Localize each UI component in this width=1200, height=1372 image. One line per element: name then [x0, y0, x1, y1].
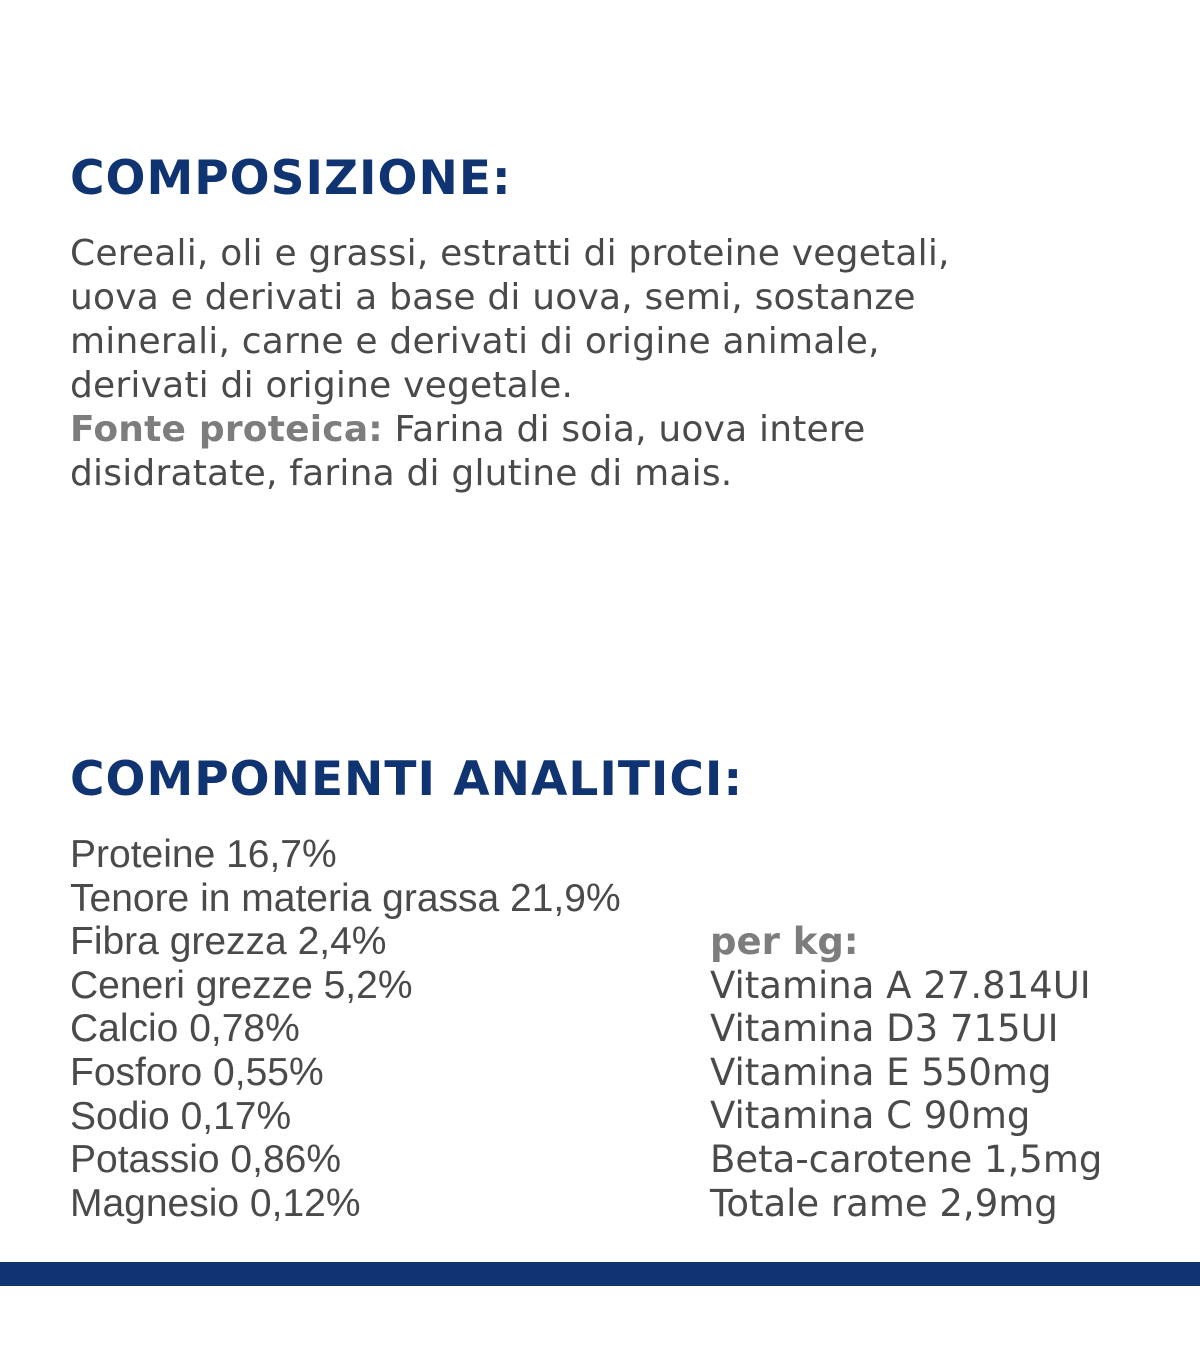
per-kg-item: Vitamina A 27.814UI [710, 963, 1091, 1007]
composition-heading: COMPOSIZIONE: [70, 151, 512, 206]
composition-line: Cereali, oli e grassi, estratti di proteine vegetali, [70, 233, 950, 274]
composition-line: derivati di origine vegetale. [70, 365, 574, 406]
per-kg-item: Vitamina D3 715UI [710, 1007, 1059, 1051]
analytical-heading: COMPONENTI ANALITICI: [70, 752, 744, 807]
per-kg-item: Vitamina E 550mg [710, 1050, 1052, 1094]
analytical-item: Tenore in materia grassa 21,9% [70, 876, 621, 920]
composition-line: minerali, carne e derivati di origine animale, [70, 321, 880, 362]
composition-text [70, 232, 1130, 496]
analytical-item: Calcio 0,78% [70, 1007, 300, 1051]
protein-source-line [70, 408, 1130, 452]
analytical-item: Magnesio 0,12% [70, 1181, 361, 1225]
protein-source-text: Farina di soia, uova intere [382, 409, 866, 450]
bottom-brand-bar [0, 1262, 1200, 1286]
analytical-item: Fosforo 0,55% [70, 1050, 324, 1094]
composition-line: uova e derivati a base di uova, semi, sostanze [70, 277, 916, 318]
protein-source-label: Fonte proteica: [70, 409, 383, 450]
analytical-list [70, 833, 621, 1225]
analytical-item: Sodio 0,17% [70, 1094, 292, 1138]
analytical-item: Proteine 16,7% [70, 833, 337, 876]
per-kg-list [710, 920, 1102, 1225]
per-kg-item: Vitamina C 90mg [710, 1094, 1031, 1138]
per-kg-heading: per kg: [710, 920, 859, 963]
analytical-item: Potassio 0,86% [70, 1138, 342, 1182]
per-kg-item: Beta-carotene 1,5mg [710, 1137, 1103, 1181]
protein-source-line: disidratate, farina di glutine di mais. [70, 453, 733, 494]
analytical-item: Ceneri grezze 5,2% [70, 963, 413, 1007]
per-kg-item: Totale rame 2,9mg [710, 1181, 1058, 1225]
analytical-item: Fibra grezza 2,4% [70, 920, 387, 964]
